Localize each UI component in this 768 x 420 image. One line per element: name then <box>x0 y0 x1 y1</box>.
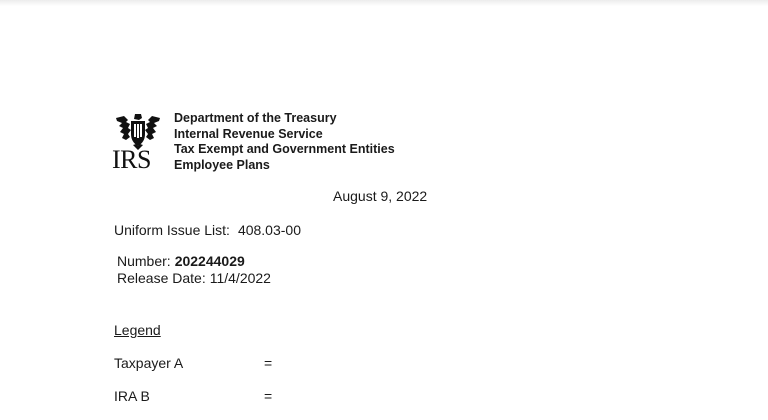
irs-logo <box>112 112 164 176</box>
legend-key: IRA B <box>114 388 150 404</box>
agency-line-department: Department of the Treasury <box>174 111 337 125</box>
page-top-edge <box>0 0 768 6</box>
ruling-identifiers <box>117 253 271 287</box>
release-date-value: 11/4/2022 <box>209 270 271 286</box>
agency-line-tege: Tax Exempt and Government Entities <box>174 142 395 156</box>
agency-letterhead <box>174 111 395 173</box>
uniform-issue-value: 408.03-00 <box>237 222 301 238</box>
uniform-issue-label: Uniform Issue List: <box>114 222 230 238</box>
release-date-line <box>117 270 271 287</box>
release-date-label: Release Date: <box>117 270 206 286</box>
ruling-number-label: Number: <box>117 253 171 269</box>
legend-equals: = <box>264 355 273 371</box>
legend-heading: Legend <box>114 322 161 338</box>
ruling-number-line <box>117 253 271 270</box>
legend-row <box>114 355 272 371</box>
letter-date: August 9, 2022 <box>333 188 428 204</box>
uniform-issue-list <box>114 222 301 238</box>
legend-key: Taxpayer A <box>114 355 184 371</box>
agency-line-ep: Employee Plans <box>174 157 270 172</box>
logo-wordmark: IRS <box>112 145 151 174</box>
legend-equals: = <box>264 388 273 404</box>
legend-row <box>114 388 272 404</box>
ruling-number-value: 202244029 <box>174 253 245 269</box>
agency-line-irs: Internal Revenue Service <box>174 126 323 141</box>
